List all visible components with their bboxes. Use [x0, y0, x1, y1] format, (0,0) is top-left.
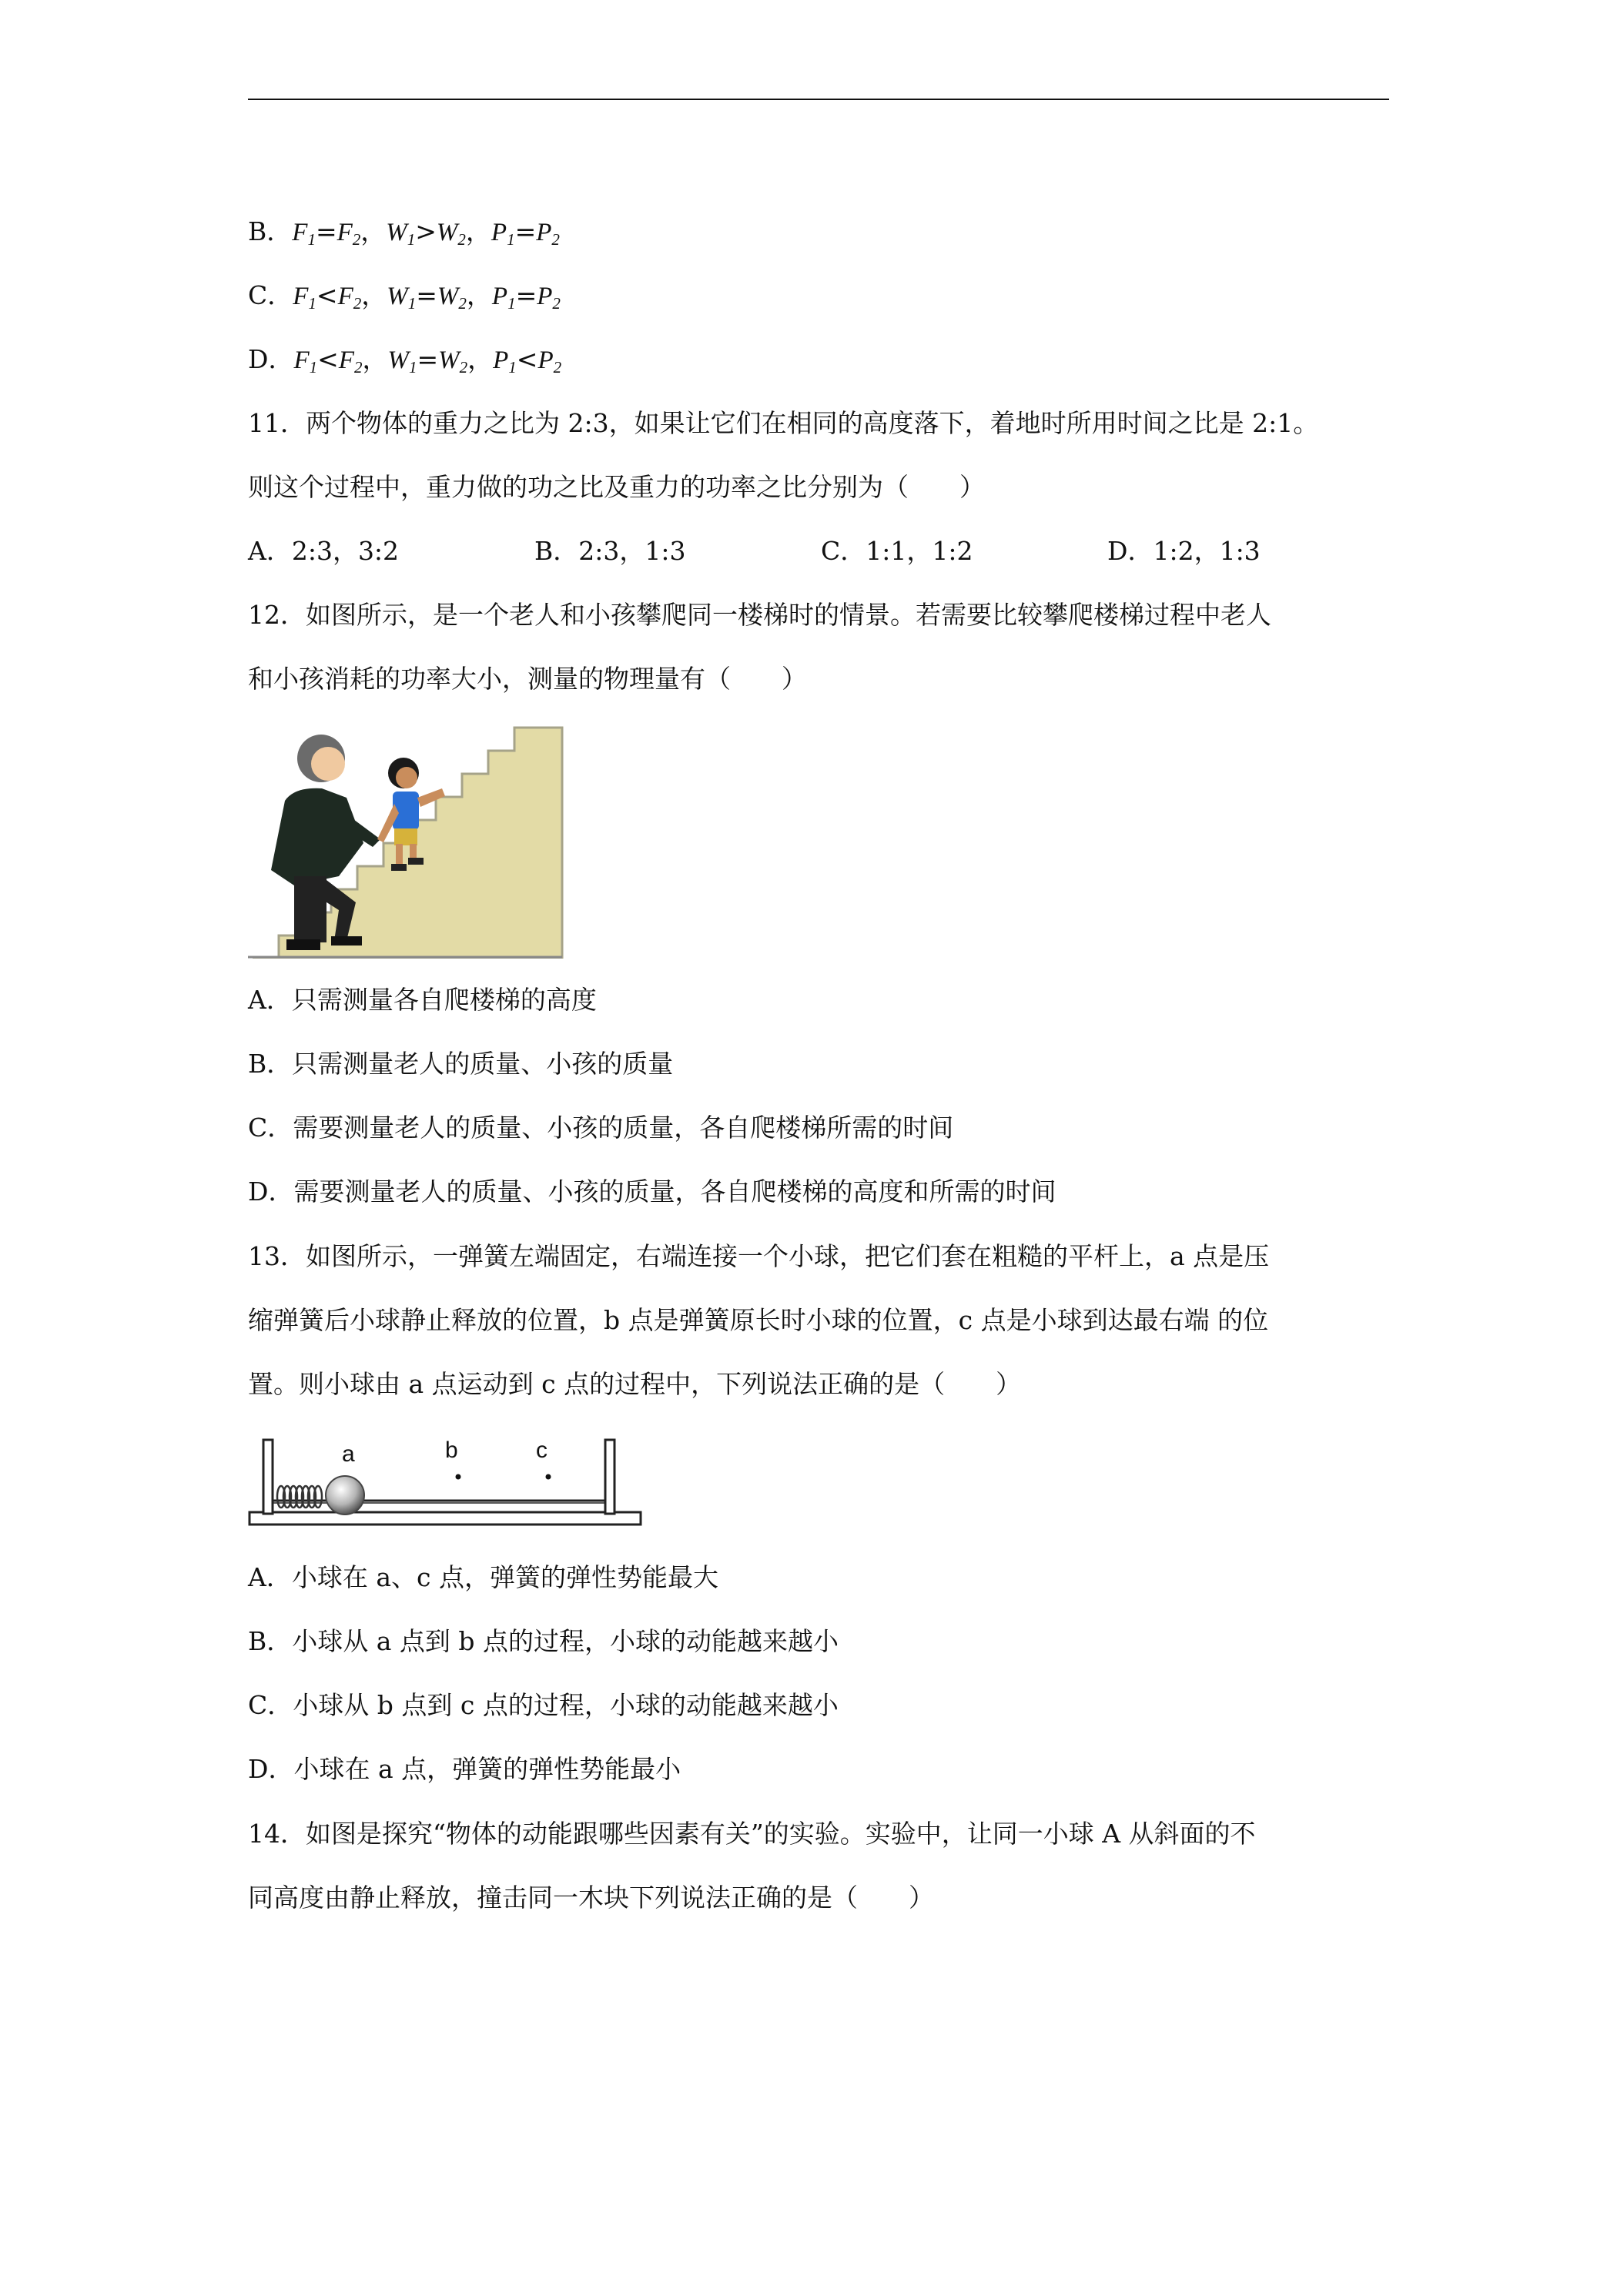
q12-option-d: D．需要测量老人的质量、小孩的质量，各自爬楼梯的高度和所需的时间 — [248, 1176, 1056, 1207]
q11-options — [248, 534, 1261, 568]
q14-stem-line1: 14．如图是探究“物体的动能跟哪些因素有关”的实验。实验中，让同一小球 A 从斜面的不 — [248, 1819, 1256, 1849]
header-rule — [248, 99, 1389, 100]
q13-option-b: B．小球从 a 点到 b 点的过程，小球的动能越来越小 — [248, 1626, 839, 1656]
spring — [277, 1486, 322, 1508]
q11-option-a: A．2:3，3:2 — [248, 536, 400, 566]
stairs-figure — [248, 724, 564, 959]
q13-stem-line2: 缩弹簧后小球静止释放的位置，b 点是弹簧原长时小球的位置，c 点是小球到达最右端 的位 — [248, 1305, 1269, 1335]
q12-stem-line2: 和小孩消耗的功率大小，测量的物理量有（ ） — [248, 664, 807, 694]
q11-stem-line1: 11．两个物体的重力之比为 2:3，如果让它们在相同的高度落下，着地时所用时间之比是 2:1。 — [248, 408, 1319, 438]
spring-ball-figure — [246, 1423, 647, 1529]
q10-option-c: C．$F_1<F_2$，$W_1=W_2$，$P_1=P_2$ — [248, 280, 561, 313]
q11-option-d: D．1:2，1:3 — [1107, 536, 1261, 566]
q13-stem-line3: 置。则小球由 a 点运动到 c 点的过程中，下列说法正确的是（ ） — [248, 1369, 1022, 1399]
q14-stem-line2: 同高度由静止释放，撞击同一木块下列说法正确的是（ ） — [248, 1883, 934, 1913]
q12-option-b: B．只需测量老人的质量、小孩的质量 — [248, 1049, 674, 1079]
left-post — [263, 1440, 273, 1514]
point-b-label: b — [445, 1438, 458, 1463]
q12-option-c: C．需要测量老人的质量、小孩的质量，各自爬楼梯所需的时间 — [248, 1113, 954, 1143]
point-b-dot — [456, 1474, 461, 1480]
ball — [326, 1476, 364, 1514]
q13-option-a: A．小球在 a、c 点，弹簧的弹性势能最大 — [248, 1562, 718, 1592]
q13-option-d: D．小球在 a 点，弹簧的弹性势能最小 — [248, 1754, 681, 1784]
q12-stem-line1: 12．如图所示，是一个老人和小孩攀爬同一楼梯时的情景。若需要比较攀爬楼梯过程中老人 — [248, 600, 1271, 630]
q11-option-b: B．2:3，1:3 — [534, 536, 686, 566]
point-a-label: a — [342, 1441, 355, 1467]
point-c-label: c — [536, 1438, 547, 1463]
q11-option-c: C．1:1，1:2 — [821, 536, 973, 566]
q13-stem-line1: 13．如图所示，一弹簧左端固定，右端连接一个小球，把它们套在粗糙的平杆上，a 点是压 — [248, 1241, 1270, 1271]
right-post — [605, 1440, 614, 1514]
q10-option-b: B．$F_1=F_2$，$W_1>W_2$，$P_1=P_2$ — [248, 216, 560, 249]
q13-option-c: C．小球从 b 点到 c 点的过程，小球的动能越来越小 — [248, 1690, 839, 1720]
point-c-dot — [546, 1474, 551, 1480]
q10-option-d: D．$F_1<F_2$，$W_1=W_2$，$P_1<P_2$ — [248, 344, 562, 377]
q11-stem-line2: 则这个过程中，重力做的功之比及重力的功率之比分别为（ ） — [248, 472, 985, 502]
base-board — [249, 1512, 641, 1525]
q12-option-a: A．只需测量各自爬楼梯的高度 — [248, 985, 597, 1015]
